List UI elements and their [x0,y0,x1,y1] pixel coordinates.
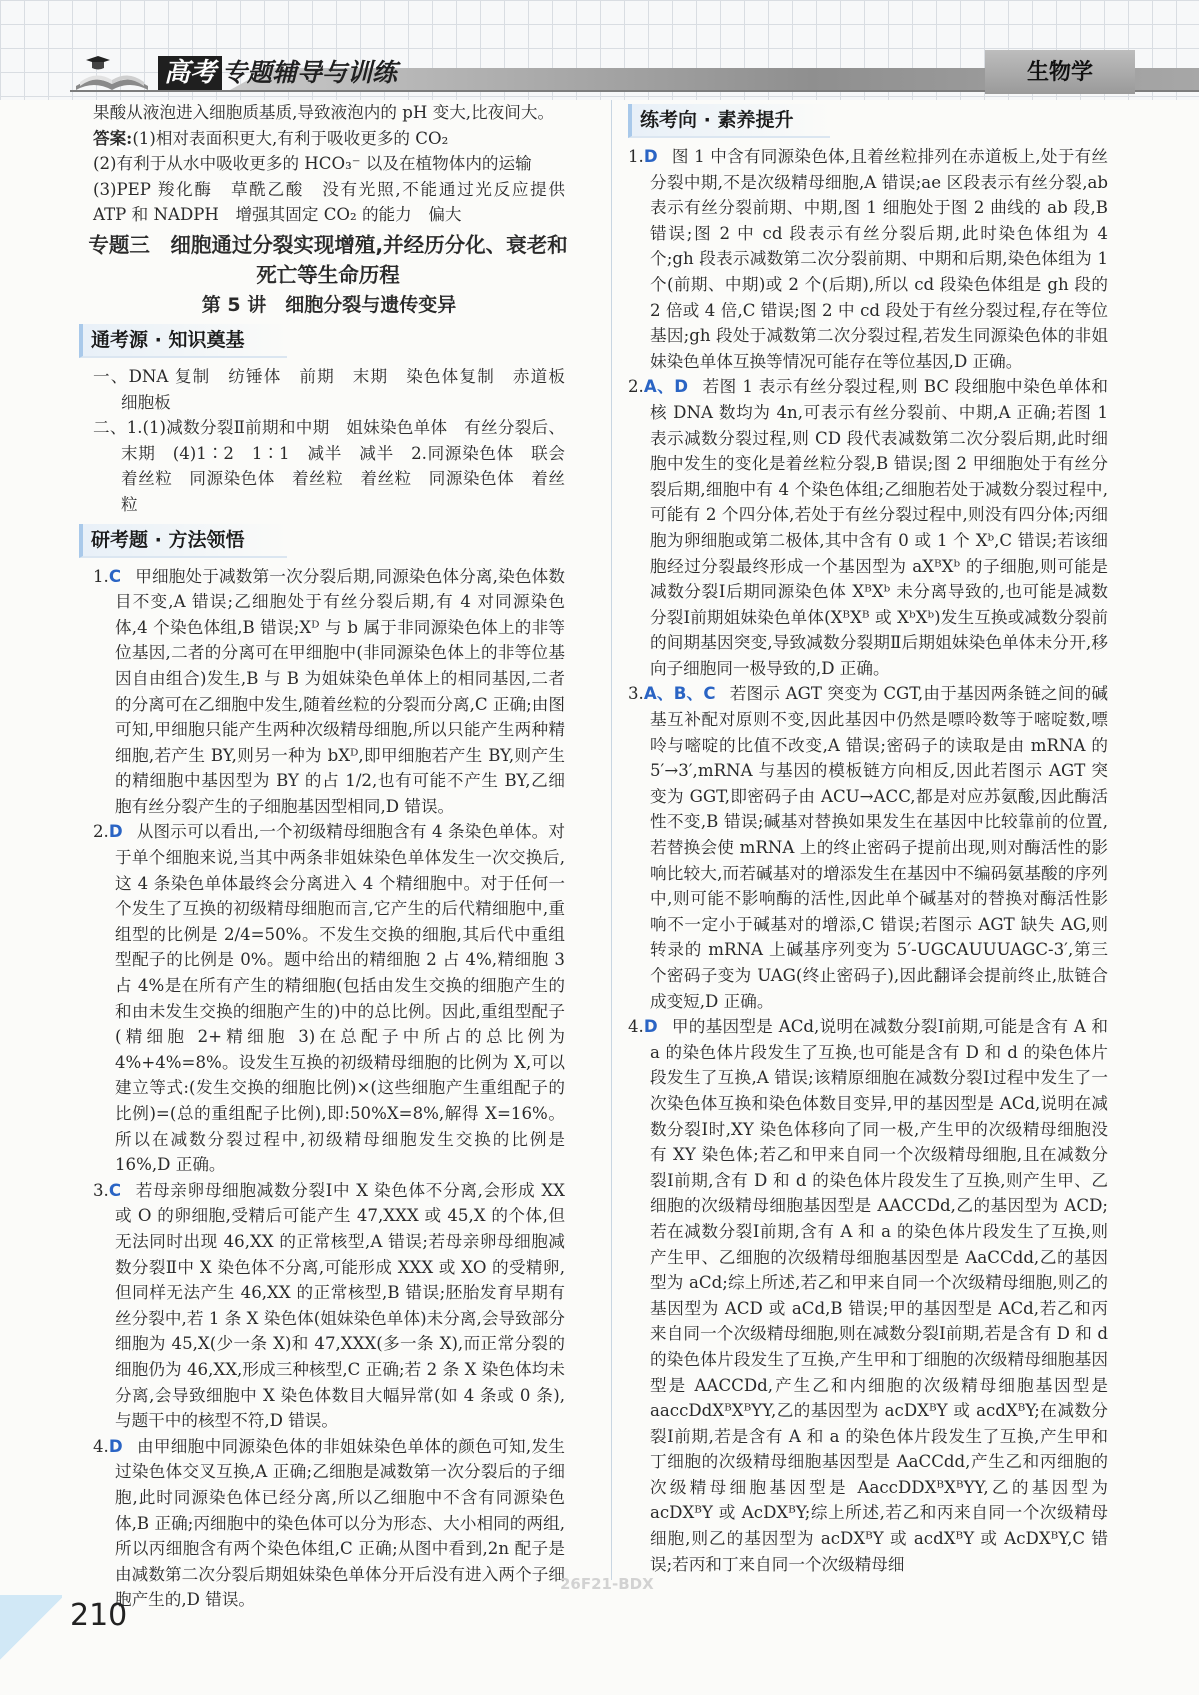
section-heading-methods: 研考题 · 方法领悟 [79,524,287,558]
answer-item [93,1178,565,1434]
answer-item [628,681,1108,1014]
knowledge-answer-2: 二、1.(1)减数分裂Ⅱ前期和中期 姐妹染色单体 有丝分裂后、末期 (4)1∶2 1∶1 减半 减半 2.同源染色体 联会 着丝粒 同源染色体 着丝粒 着丝粒 同源染色体 着丝粒 [93,418,582,514]
item-explanation: 若母亲卵母细胞减数分裂Ⅰ中 X 染色体不分离,会形成 XX 或 O 的卵细胞,受精后可能产生 47,XXX 或 45,X 的个体,但无法同时出现 46,XX 的正常核型,A 错误;若母亲卵母细胞减数分裂Ⅱ中 X 染色体不分离,可能形成 XXX 或 XO 的受精卵,但同样无法产生 46,XX 的正常核型,B 错误;胚胎发育早期有丝分裂中,若 1 条 X 染色体(姐妹染色单体)未分离,会导致部分细胞为 45,X(少一条 X)和 47,XXX(多一条 X),而正常分裂的细胞仍为 46,XX,形成三种核型,C 正确;若 2 条 X 染色体均未分离,会导致细胞中 X 染色体数目大幅异常(如 4 条或 0 条),与题干中的核型不符,D 错误。 [115,1180,565,1431]
item-answer-letter: D [108,822,123,842]
item-number: 2. [628,377,644,397]
item-explanation: 由甲细胞中同源染色体的非姐妹染色单体的颜色可知,发生过染色体交叉互换,A 正确;乙细胞是减数第一次分裂后的子细胞,此时同源染色体已经分离,所以乙细胞中不含有同源染色体,B 正确;丙细胞中的染色体可以分为形态、大小相同的两组,所以丙细胞含有两个染色体组,C 正确;从图中看到,2n 配子是由减数第二次分裂后期姐妹染色单体分开后没有进入两个子细胞产生的,D 错误。 [115,1436,565,1610]
knowledge-answer-1: 一、DNA 复制 纺锤体 前期 末期 染色体复制 赤道板 细胞板 [93,366,582,412]
item-explanation: 甲的基因型是 ACd,说明在减数分裂Ⅰ前期,可能是含有 A 和 a 的染色体片段发生了互换,也可能是含有 D 和 d 的染色体片段发生了互换,A 错误;该精原细胞在减数分裂Ⅰ过程中发生了一次染色体互换和染色体数目变异,甲的基因型是 ACd,说明在减数分裂Ⅰ时,XY 染色体移向了同一极,产生甲的次级精母细胞没有 XY 染色体;若乙和甲来自同一个次级精母细胞,且在减数分裂Ⅰ前期,含有 D 和 d 的染色体片段发生了互换,则产生甲、乙细胞的次级精母细胞基因型是 AACCDd,乙的基因型为 ACD;若在减数分裂Ⅰ前期,含有 A 和 a 的染色体片段发生了互换,则产生甲、乙细胞的次级精母细胞基因型是 AaCCdd,乙的基因型为 aCd;综上所述,若乙和甲来自同一个次级精母细胞,则乙的基因型为 ACD 或 aCd,B 错误;甲的基因型是 ACd,若乙和丙来自同一个次级精母细胞,则在减数分裂Ⅰ前期,若是含有 D 和 d 的染色体片段发生了互换,产生甲和丁细胞的次级精母细胞基因型是 AACCDd,产生乙和内细胞的次级精母细胞基因型是 aaccDdXᴮXᴮYY,乙的基因型为 acDXᴮY 或 acdXᴮY;在减数分裂Ⅰ前期,若是含有 A 和 a 的染色体片段发生了互换,产生甲和丁细胞的次级精母细胞基因型是 AaCCdd,产生乙和丙细胞的次级精母细胞基因型是 AaccDDXᴮXᴮYY,乙的基因型为 acDXᴮY 或 AcDXᴮY;综上所述,若乙和丙来自同一个次级精母细胞,则乙的基因型为 acDXᴮY 或 acdXᴮY 或 AcDXᴮY,C 错误;若丙和丁来自同一个次级精母细 [650,1017,1108,1574]
item-number: 1. [93,566,109,586]
item-number: 3. [628,684,644,704]
right-column [628,100,1108,1577]
brand-logo-gaokao: 高考 [158,56,222,90]
item-explanation: 图 1 中含有同源染色体,且着丝粒排列在赤道板上,处于有丝分裂中期,不是次级精母细胞,A 错误;ae 区段表示有丝分裂,ab 表示有丝分裂前期、中期,图 1 细胞处于图 2 曲线的 ab 段,B 错误;图 2 中 cd 段表示有丝分裂后期,此时染色体组为 4 个;gh 段表示减数第二次分裂前期、中期和后期,染色体组为 1 个(前期、中期)或 2 个(后期),所以 cd 段染色体组是 gh 段的 2 倍或 4 倍,C 错误;图 2 中 cd 段处于有丝分裂过程,存在等位基因;gh 段处于减数第二次分裂过程,若发生同源染色体的非姐妹染色单体互换等情况可能存在等位基因,D 正确。 [650,147,1108,371]
item-explanation: 若图 1 表示有丝分裂过程,则 BC 段细胞中染色单体和核 DNA 数均为 4n,可表示有丝分裂前、中期,A 正确;若图 1 表示减数分裂过程,则 CD 段代表减数第二次分裂后期,此时细胞中发生的变化是着丝粒分裂,B 错误;图 2 甲细胞处于有丝分裂后期,细胞中有 4 个染色体组;乙细胞若处于减数分裂过程中,可能有 2 个四分体,若处于有丝分裂过程中,则没有四分体;丙细胞为卵细胞或第二极体,其中含有 0 或 1 个 Xᵇ,C 错误;若该细胞经过分裂最终形成一个基因型为 aXᴮXᵇ 的子细胞,则可能是减数分裂Ⅰ后期同源染色体 XᴮXᵇ 未分离导致的,也可能是减数分裂Ⅰ前期姐妹染色单体(XᴮXᴮ 或 XᵇXᵇ)发生互换或减数分裂前的间期基因突变,导致减数分裂期Ⅱ后期姐妹染色单体未分开,移向子细胞同一极导致的,D 正确。 [650,377,1108,678]
topic-title: 专题三 细胞通过分裂实现增殖,并经历分化、衰老和死亡等生命历程 [88,232,568,287]
item-answer-letter: D [108,1436,123,1456]
answer-label: 答案: [93,127,133,148]
column-divider [611,100,612,1580]
item-number: 3. [93,1180,109,1200]
answer-item [628,144,1108,374]
section-heading-practice: 练考向 · 素养提升 [628,104,830,138]
corner-decoration [0,1595,62,1695]
answer-item [93,564,565,820]
subject-tab: 生物学 [985,50,1135,94]
answer-line-1 [93,126,565,152]
item-answer-letter: A、D [643,377,689,397]
page-number: 210 [70,1598,128,1633]
answer-item [93,1434,565,1613]
item-number: 4. [93,1436,109,1456]
open-book-graduation-cap-icon [72,52,152,92]
intro-text: 果酸从液泡进入细胞质基质,导致液泡内的 pH 变大,比夜间大。 [93,103,555,122]
answer-1: (1)相对表面积更大,有利于吸收更多的 CO₂ [132,128,449,148]
item-answer-letter: C [108,566,122,586]
item-answer-letter: C [108,1180,122,1200]
answer-3: (3)PEP 羧化酶 草酰乙酸 没有光照,不能通过光反应提供 ATP 和 NADPH 增强其固定 CO₂ 的能力 偏大 [93,179,565,225]
item-number: 4. [628,1017,644,1037]
item-number: 1. [628,147,644,166]
answer-item [628,374,1108,681]
item-explanation: 从图示可以看出,一个初级精母细胞含有 4 条染色单体。对于单个细胞来说,当其中两条非姐妹染色单体发生一次交换后,这 4 条染色单体最终会分离进入 4 个精细胞中。对于任何一个发生了互换的初级精母细胞而言,它产生的后代精细胞中,重组型的比例是 2/4=50%。不发生交换的细胞,其后代中重组型配子的比例是 0%。题中给出的精细胞 2 占 4%,精细胞 3 占 4%是在所有产生的精细胞(包括由发生交换的细胞产生的和由未发生交换的细胞产生的)中的总比例。因此,重组型配子(精细胞 2+精细胞 3)在总配子中所占的总比例为 4%+4%=8%。设发生互换的初级精母细胞的比例为 X,可以建立等式:(发生交换的细胞比例)×(这些细胞产生重组配子的比例)=(总的重组配子比例),即:50%X=8%,解得 X=16%。所以在减数分裂过程中,初级精母细胞发生交换的比例是 16%,D 正确。 [115,822,565,1175]
left-column [88,100,582,1613]
item-answer-letter: D [643,1017,658,1037]
answer-item [628,1014,1108,1577]
lecture-title: 第 5 讲 细胞分裂与遗传变异 [201,293,457,316]
item-answer-letter: A、B、C [643,684,716,704]
answer-2: (2)有利于从水中吸收更多的 HCO₃⁻ 以及在植物体内的运输 [93,154,532,174]
item-explanation: 若图示 AGT 突变为 CGT,由于基因两条链之间的碱基互补配对原则不变,因此基因中仍然是嘌呤数等于嘧啶数,嘌呤与嘧啶的比值不改变,A 错误;密码子的读取是由 mRNA 的 5′→3′,mRNA 与基因的模板链方向相反,因此若图示 AGT 突变为 GGT,即密码子由 ACU→ACC,都是对应苏氨酸,因此酶活性不变,B 错误;碱基对替换如果发生在基因中比较靠前的位置,若替换会使 mRNA 上的终止密码子提前出现,则对酶活性的影响比较大,而若碱基对的增添发生在基因中不编码氨基酸的序列中,则可能不影响酶的活性,因此单个碱基对的替换对酶活性影响不一定小于碱基对的增添,C 错误;若图示 AGT 缺失 AG,则转录的 mRNA 上碱基序列变为 5′-UGCAUUUAGC-3′,第三个密码子变为 UAG(终止密码子),因此翻译会提前终止,肽链合成变短,D 正确。 [650,684,1108,1011]
item-answer-letter: D [643,147,658,166]
book-series-title: 专题辅导与训练 [222,58,398,87]
item-number: 2. [93,822,109,842]
section-heading-knowledge: 通考源 · 知识奠基 [79,324,287,358]
print-code: 26F21-BDX [560,1575,654,1593]
item-explanation: 甲细胞处于减数第一次分裂后期,同源染色体分离,染色体数目不变,A 错误;乙细胞处于有丝分裂后期,有 4 对同源染色体,4 个染色体组,B 错误;Xᴰ 与 b 属于非同源染色体上的非等位基因,二者的分离可在甲细胞中(非同源染色体上的非等位基因自由组合)发生,B 与 B 为姐妹染色单体上的相同基因,二者的分离可在乙细胞中发生,随着丝粒的分裂而分离,C 正确;由图可知,甲细胞只能产生两种次级精母细胞,所以只能产生两种精细胞,若产生 BY,则另一种为 bXᴰ,即甲细胞若产生 BY,则产生的精细胞中基因型为 BY 的占 1/2,也有可能不产生 BY,乙细胞有丝分裂产生的子细胞基因型相同,D 错误。 [115,566,565,816]
answer-item [93,819,565,1177]
